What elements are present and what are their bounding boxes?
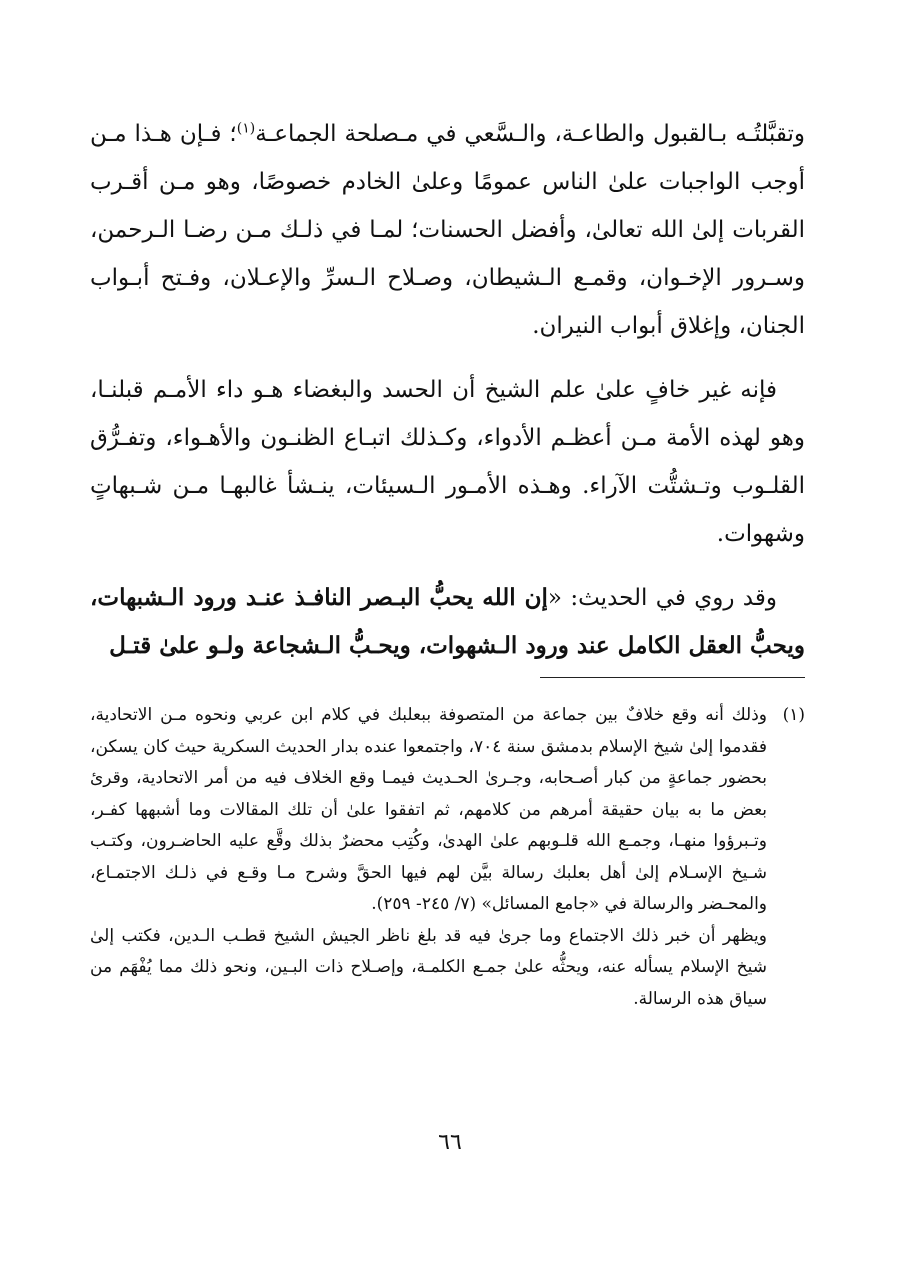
paragraph-3 [90, 574, 805, 670]
footnote-body [90, 700, 767, 1015]
body-text [90, 110, 805, 670]
page-number: ٦٦ [438, 1130, 462, 1155]
paragraph-3-intro: وقد روي في الحديث: « [547, 585, 777, 611]
footnote-1 [90, 700, 805, 1015]
hadith-quote: إن الله يحبُّ البـصر النافـذ عنـد ورود الـشبهات، ويحبُّ العقل الكامل عند ورود الـشهوات، ويحـبُّ الـشجاعة ولـو علىٰ قتـل [90, 584, 805, 659]
footnote-number: (١) [782, 705, 805, 725]
paragraph-1-text-a: وتقبَّلتُـه بـالقبول والطاعـة، والـسَّعي في مـصلحة الجماعـة [255, 121, 805, 147]
footnote-paragraph-2: ويظهر أن خبر ذلك الاجتماع وما جرىٰ فيه قد بلغ ناظر الجيش الشيخ قطـب الـدين، فكتب إلىٰ شيخ الإسلام يسأله عنه، ويحثُّه علىٰ جمـع الكلمـة، وإصـلاح ذات البـين، ونحو ذلك مما يُفْهَم من سياق هذه الرسالة. [90, 925, 767, 1009]
footnote-reference[interactable]: (١) [236, 120, 256, 137]
paragraph-1-text-b: ؛ فـإن هـذا مـن أوجب الواجبات علىٰ الناس عمومًا وعلىٰ الخادم خصوصًا، وهو مـن أقـرب القربات إلىٰ الله تعالىٰ، وأفضل الحسنات؛ لمـا في ذلـك مـن رضـا الـرحمن، وسـرور الإخـوان، وقمـع الـشيطان، وصـلاح الـسرِّ والإعـلان، وفـتح أبـواب الجنان، وإغلاق أبواب النيران. [90, 121, 805, 339]
footnote-separator [540, 677, 805, 678]
paragraph-1 [90, 110, 805, 350]
paragraph-2 [90, 366, 805, 558]
main-text-block [90, 110, 805, 686]
footnote-paragraph-1: وذلك أنه وقع خلافٌ بين جماعة من المتصوفة ببعلبك في كلام ابن عربي ونحوه مـن الاتحادية، فقدموا إلىٰ شيخ الإسلام بدمشق سنة ٧٠٤، واجتمعوا عنده بدار الحديث السكرية حيث كان يسكن، بحضور جماعةٍ من كبار أصـحابه، وجـرىٰ الحـديث فيمـا وقع الخلاف فيه من أمر الاتحادية، وقرئ بعض ما به بيان حقيقة أمرهم من كلامهم، ثم اتفقوا علىٰ أن تلك المقالات وما أشبهها كفـر، وتـبرؤوا منهـا، وجمـع الله قلـوبهم علىٰ الهدىٰ، وكُتِب محضرٌ بذلك وقَّع عليه الحاضـرون، وكتـب شـيخ الإسـلام إلىٰ أهل بعلبك رسالة بيَّن لهم فيها الحقَّ وشرح مـا وقـع في ذلـك الاجتمـاع، والمحـضر والرسالة في «جامع المسائل» (٧/ ٢٤٥- ٢٥٩). [90, 705, 767, 914]
footnotes-block [90, 700, 805, 1015]
paragraph-2-text: فإنه غير خافٍ علىٰ علم الشيخ أن الحسد والبغضاء هـو داء الأمـم قبلنـا، وهو لهذه الأمة مـن أعظـم الأدواء، وكـذلك اتبـاع الظنـون والأهـواء، وتفـرُّق القلـوب وتـشتُّت الآراء. وهـذه الأمـور الـسيئات، ينـشأ غالبهـا مـن شـبهاتٍ وشهوات. [90, 377, 805, 547]
